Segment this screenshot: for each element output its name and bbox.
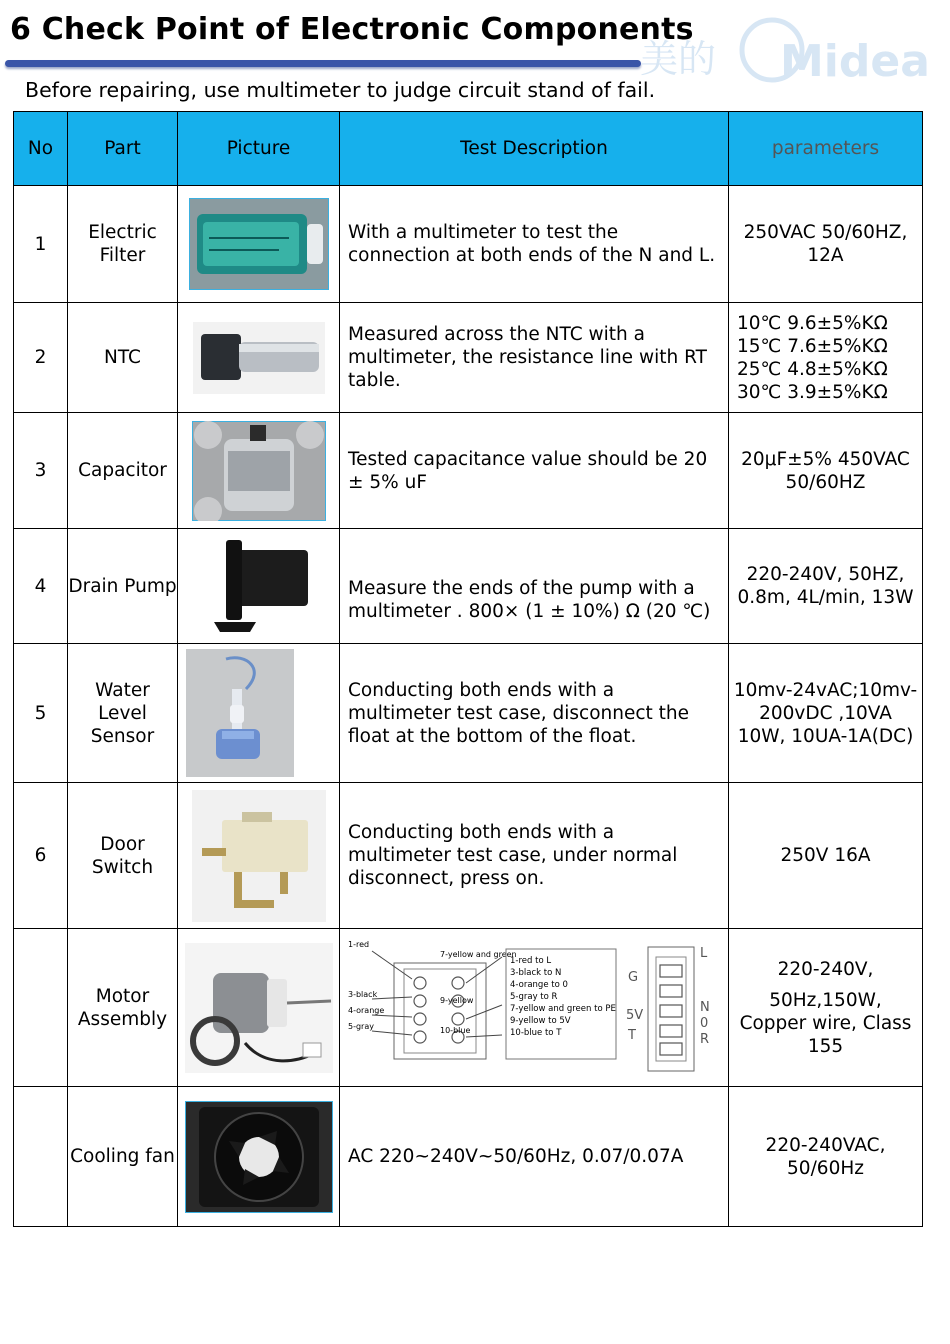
row-part: NTC [68,303,178,413]
row-parameters [729,929,923,1087]
row-picture [178,413,340,529]
ntc-param-line: 30℃ 3.9±5%KΩ [737,381,888,403]
diagram-left-label: 5-gray [348,1021,374,1031]
row-part: Door Switch [68,783,178,929]
title-underline [5,60,641,67]
row-part: Capacitor [68,413,178,529]
row-picture [178,783,340,929]
row-no: 5 [14,644,68,783]
connector-right-label: N [700,999,710,1015]
connector-right-label: L [700,945,708,961]
electric-filter-photo [189,198,329,290]
components-table [13,111,923,1227]
water-level-sensor-photo [186,649,294,777]
diagram-right-label: 9-yellow [440,995,474,1005]
table-header-row [14,112,923,186]
motor-param-line: 220-240V, [777,958,874,980]
row-test-description: Measured across the NTC with a multimeter, the resistance line with RT table. [340,303,729,413]
page-title: 6 Check Point of Electronic Components [10,12,694,47]
row-picture [178,529,340,644]
table-row [14,529,923,644]
ntc-param-line: 25℃ 4.8±5%KΩ [737,358,888,380]
connector-left-label: T [628,1027,636,1043]
row-no [14,929,68,1087]
row-part: Electric Filter [68,186,178,303]
door-switch-photo [192,790,326,922]
row-part: Motor Assembly [68,929,178,1087]
motor-param-line: 50Hz,150W, Copper wire, Class 155 [739,989,912,1057]
row-parameters [729,303,923,413]
row-parameters: 250VAC 50/60HZ, 12A [729,186,923,303]
diagram-right-label: 7-yellow and green [440,949,517,959]
row-parameters: 250V 16A [729,783,923,929]
header-picture: Picture [178,112,340,186]
row-parameters: 20μF±5% 450VAC 50/60HZ [729,413,923,529]
capacitor-photo [192,421,326,521]
diagram-left-label: 1-red [348,939,370,949]
ntc-param-line: 15℃ 7.6±5%KΩ [737,335,888,357]
row-test-description: With a multimeter to test the connection at both ends of the N and L. [340,186,729,303]
motor-wiring-diagram [346,935,721,1081]
diagram-legend-line: 4-orange to 0 [510,979,568,990]
table-row [14,1087,923,1227]
row-part: Drain Pump [68,529,178,644]
diagram-left-label: 3-black [348,989,378,999]
row-parameters: 220-240V, 50HZ, 0.8m, 4L/min, 13W [729,529,923,644]
row-no: 2 [14,303,68,413]
connector-left-label: 5V [626,1007,644,1023]
table-row [14,303,923,413]
table-row [14,644,923,783]
row-picture [178,186,340,303]
table-row [14,413,923,529]
row-test-description: Conducting both ends with a multimeter test case, disconnect the float at the bottom of the float. [340,644,729,783]
ntc-param-line: 10℃ 9.6±5%KΩ [737,312,888,334]
row-no: 1 [14,186,68,303]
connector-right-label: 0 [700,1015,709,1031]
table-row [14,929,923,1087]
row-no: 3 [14,413,68,529]
motor-wiring-diagram-cell [340,929,729,1087]
header-part: Part [68,112,178,186]
table-row [14,783,923,929]
connector-right-label: R [700,1031,710,1047]
motor-assembly-photo [185,943,333,1073]
drain-pump-photo [200,536,318,636]
header-parameters: parameters [729,112,923,186]
diagram-legend-line: 10-blue to T [510,1027,562,1038]
diagram-right-label: 10-blue [440,1025,471,1035]
diagram-legend-line: 5-gray to R [510,991,558,1002]
row-test-description: Conducting both ends with a multimeter test case, under normal disconnect, press on. [340,783,729,929]
row-picture [178,1087,340,1227]
row-test-description: AC 220~240V~50/60Hz, 0.07/0.07A [340,1087,729,1227]
row-part: Water Level Sensor [68,644,178,783]
row-picture [178,303,340,413]
row-picture [178,929,340,1087]
header-test-description: Test Description [340,112,729,186]
row-test-description: Tested capacitance value should be 20 ± 5% uF [340,413,729,529]
row-parameters: 10mv-24vAC;10mv-200vDC ,10VA 10W, 10UA-1A(DC) [729,644,923,783]
diagram-legend-line: 1-red to L [510,955,552,966]
row-part: Cooling fan [68,1087,178,1227]
row-parameters: 220-240VAC, 50/60Hz [729,1087,923,1227]
midea-logo-watermark [640,14,930,84]
table-row [14,186,923,303]
row-no: 4 [14,529,68,644]
cooling-fan-photo [185,1101,333,1213]
row-picture [178,644,340,783]
svg-text:Midea: Midea [780,36,930,84]
diagram-legend-line: 9-yellow to 5V [510,1015,571,1026]
header-no: No [14,112,68,186]
ntc-sensor-photo [193,322,325,394]
diagram-left-label: 4-orange [348,1005,385,1015]
svg-text:美的: 美的 [640,37,717,81]
row-no: 6 [14,783,68,929]
page-subtitle: Before repairing, use multimeter to judge circuit stand of fail. [25,78,656,102]
diagram-legend-line: 3-black to N [510,967,562,978]
diagram-legend-line: 7-yellow and green to PE [510,1003,616,1014]
row-no [14,1087,68,1227]
connector-left-label: G [628,969,639,985]
row-test-description: Measure the ends of the pump with a multimeter . 800× (1 ± 10%) Ω (20 ℃) [340,529,729,644]
